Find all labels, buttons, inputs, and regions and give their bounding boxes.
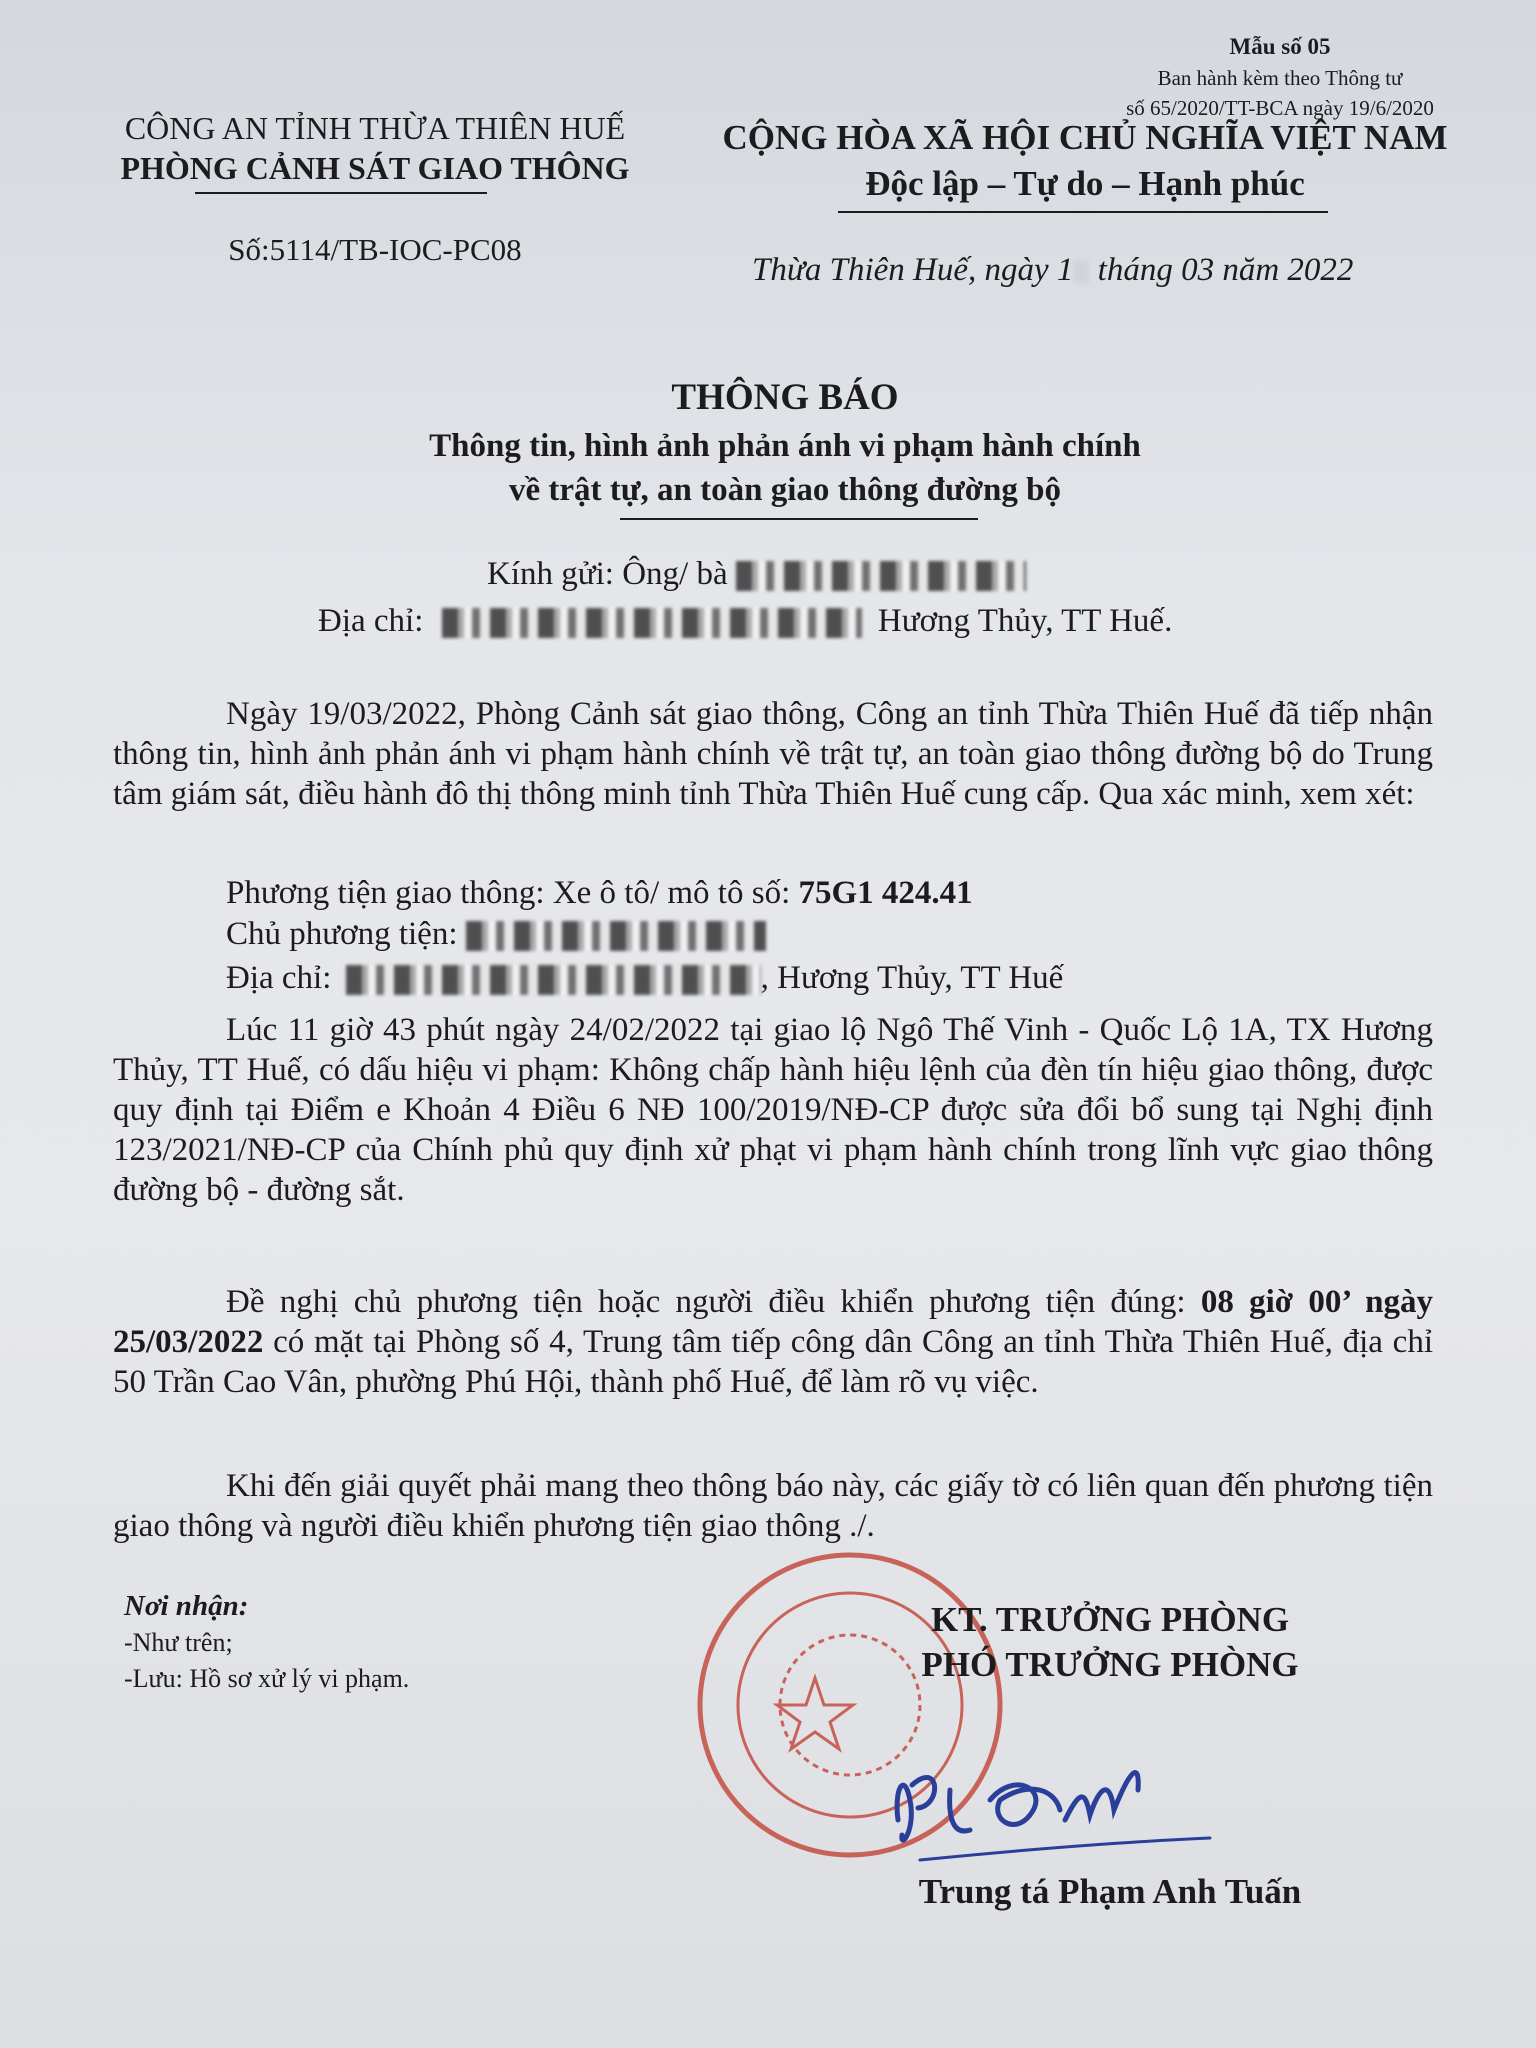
national-motto: Độc lập – Tự do – Hạnh phúc <box>865 164 1305 203</box>
recipients-heading: Nơi nhận: <box>124 1590 249 1622</box>
redacted-owner-name <box>466 921 766 951</box>
vehicle-label: Phương tiện giao thông: Xe ô tô/ mô tô số: <box>226 875 799 911</box>
document-subtitle-2: về trật tự, an toàn giao thông đường bộ <box>508 472 1061 508</box>
greeting-text: Kính gửi: Ông/ bà <box>487 556 728 592</box>
owner-line <box>226 916 766 953</box>
document-number: Số:5114/TB-IOC-PC08 <box>228 232 522 267</box>
owner-address-tail: , Hương Thủy, TT Huế <box>760 960 1064 996</box>
violation-text: Lúc 11 giờ 43 phút ngày 24/02/2022 tại giao lộ Ngô Thế Vinh - Quốc Lộ 1A, TX Hương Thủy, TT Huế, có dấu hiệu vi phạm: Không chấp hành hiệu lệnh của đèn tín hiệu giao thông, được quy định tại Điểm e Khoản 4 Điều 6 NĐ 100/2019/NĐ-CP được sửa đổi bổ sung tại Nghị định 123/2021/NĐ-CP của Chính phủ quy định xử phạt vi phạm hành chính trong lĩnh vực giao thông đường bộ - đường sắt. <box>113 1012 1433 1208</box>
violation-paragraph <box>113 1010 1433 1210</box>
country-name: CỘNG HÒA XÃ HỘI CHỦ NGHĨA VIỆT NAM <box>722 118 1448 157</box>
request-paragraph <box>113 1282 1433 1402</box>
redacted-day <box>1073 260 1089 284</box>
department-underline <box>195 192 487 194</box>
signature-title-1: KT. TRƯỞNG PHÒNG <box>930 1600 1290 1639</box>
issuing-department: PHÒNG CẢNH SÁT GIAO THÔNG <box>120 150 630 186</box>
redacted-owner-address <box>346 965 761 995</box>
redacted-recipient-name <box>736 561 1026 591</box>
appointment-time: 08 giờ 00’ ngày 25/03/2022 <box>113 1284 1433 1360</box>
owner-address-line <box>226 960 1063 997</box>
signature-title-2: PHÓ TRƯỞNG PHÒNG <box>921 1645 1299 1684</box>
address-label: Địa chỉ: <box>318 603 424 639</box>
handwritten-signature <box>880 1730 1260 1880</box>
vehicle-line <box>226 875 973 912</box>
issue-date <box>752 252 1353 289</box>
address-tail: Hương Thủy, TT Huế. <box>877 603 1173 639</box>
issuing-agency: CÔNG AN TỈNH THỪA THIÊN HUẾ <box>124 110 626 146</box>
intro-paragraph <box>113 694 1433 814</box>
recipient-greeting <box>487 556 1026 593</box>
recipient-address <box>318 603 1172 640</box>
closing-text: Khi đến giải quyết phải mang theo thông báo này, các giấy tờ có liên quan đến phương tiện giao thông và người điều khiển phương tiện giao thông ./. <box>113 1468 1433 1544</box>
request-prefix: Đề nghị chủ phương tiện hoặc người điều khiển phương tiện đúng: <box>226 1284 1201 1320</box>
form-issued-line1: Ban hành kèm theo Thông tư <box>1157 66 1403 90</box>
form-number: Mẫu số 05 <box>1229 34 1331 59</box>
redacted-recipient-address <box>442 608 862 638</box>
owner-label: Chủ phương tiện: <box>226 916 458 952</box>
motto-underline <box>838 211 1328 213</box>
document-subtitle-1: Thông tin, hình ảnh phản ánh vi phạm hành chính <box>429 428 1141 464</box>
issue-date-suffix: tháng 03 năm 2022 <box>1097 252 1354 288</box>
vehicle-plate: 75G1 424.41 <box>798 875 973 911</box>
document-title: THÔNG BÁO <box>671 377 899 418</box>
title-underline <box>620 518 978 520</box>
closing-paragraph <box>113 1466 1433 1546</box>
owner-address-label: Địa chỉ: <box>226 960 332 996</box>
intro-text: Ngày 19/03/2022, Phòng Cảnh sát giao thông, Công an tỉnh Thừa Thiên Huế đã tiếp nhận thông tin, hình ảnh phản ánh vi phạm hành chính về trật tự, an toàn giao thông đường bộ do Trung tâm giám sát, điều hành đô thị thông minh tỉnh Thừa Thiên Huế cung cấp. Qua xác minh, xem xét: <box>113 696 1433 812</box>
recipients-item-1: -Như trên; <box>124 1628 233 1657</box>
issue-date-prefix: Thừa Thiên Huế, ngày 1 <box>752 252 1074 288</box>
recipients-item-2: -Lưu: Hồ sơ xử lý vi phạm. <box>124 1664 410 1693</box>
request-suffix: có mặt tại Phòng số 4, Trung tâm tiếp công dân Công an tỉnh Thừa Thiên Huế, địa chỉ 50 Trần Cao Vân, phường Phú Hội, thành phố Huế, để làm rõ vụ việc. <box>113 1324 1433 1400</box>
request-text <box>113 1282 1433 1402</box>
signer-name: Trung tá Phạm Anh Tuấn <box>918 1872 1302 1911</box>
form-issued-line2: số 65/2020/TT-BCA ngày 19/6/2020 <box>1126 96 1434 120</box>
